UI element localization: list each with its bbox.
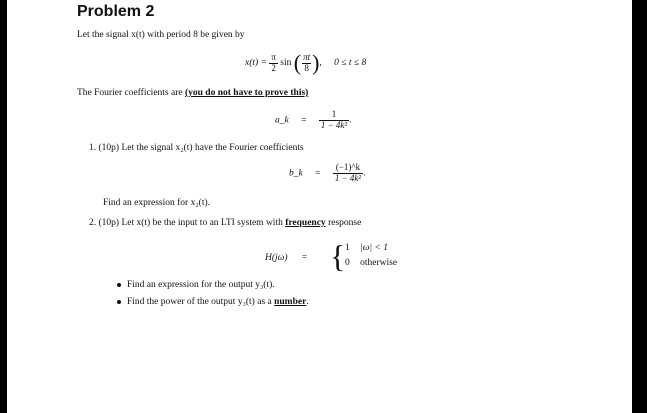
coefficients-emphasis: (you do not have to prove this) [184,88,309,98]
case2-value: 0 [345,258,350,268]
h-equals: = [301,253,308,263]
eq1-coef-den: 2 [271,62,276,73]
bullet1-text: Find an expression for the output y₃(t). [127,280,275,290]
part1-eq-lhs: b_k [289,168,303,179]
part1-dot: . [363,168,366,179]
bullet-icon [117,300,121,304]
frequency-response-lhs [265,253,307,263]
signal-equation: x(t) = $\frac{\pi}{2}$ sin ( $\frac{\pi t}{8}$ ), 0 ≤ t ≤ 8 [245,50,367,75]
part2-label [89,218,361,228]
eq2-fraction [319,109,352,131]
bullet2-emphasis: number [274,297,307,307]
eq1-range: 0 ≤ t ≤ 8 [334,58,367,69]
part2-label-suffix: response [328,218,362,228]
bullet2-prefix: Find the power of the output y₃(t) as a [127,297,272,307]
h-lhs: H(jω) [265,253,288,263]
bullet-item-2 [117,297,309,307]
eq1-fn: sin [280,58,292,69]
coefficients-prefix: The Fourier coefficients are [77,88,183,98]
part1-fraction [333,162,366,184]
part2-label-prefix: 2. (10p) Let x(t) be the input to an LTI system with [89,218,283,228]
case2-condition: otherwise [360,258,398,268]
coefficients-equation [275,110,351,131]
case1-value: 1 [345,243,350,253]
part1-equation [289,163,365,184]
part1-eq-equals: = [315,168,321,179]
eq2-den: 1 − 4k² [320,119,348,130]
left-paren: ( [293,50,302,75]
eq2-lhs: a_k [275,115,289,126]
case-1 [345,243,388,253]
part1-label: 1. (10p) Let the signal x₂(t) have the Fourier coefficients [89,143,304,153]
eq1-lhs: x(t) = [245,58,267,69]
eq1-arg-den: 8 [304,62,309,73]
problem-title: Problem 2 [77,3,155,20]
case-2 [345,258,397,268]
coefficients-sentence [77,88,308,98]
eq2-num: 1 [331,109,337,119]
eq1-arg-num: πt [303,51,311,62]
case1-condition: |ω| < 1 [360,243,388,253]
part1-num: (−1)^k [335,162,361,172]
right-paren: ) [312,50,320,75]
eq2-equals: = [301,115,307,126]
eq1-coef-fraction [269,53,278,74]
eq2-dot: . [349,115,352,126]
eq1-arg-fraction [301,53,312,74]
intro-text: Let the signal x(t) with period 8 be given by [77,30,245,40]
document-page [7,0,632,413]
part1-den: 1 − 4k² [334,172,362,183]
bullet2-suffix: . [306,297,309,307]
cases-brace: { [330,238,346,274]
eq1-coef-num: π [271,51,276,62]
bullet-item-1 [117,280,275,290]
part1-task: Find an expression for x₂(t). [103,198,211,208]
part2-label-emphasis: frequency [285,218,326,228]
bullet-icon [117,283,121,287]
